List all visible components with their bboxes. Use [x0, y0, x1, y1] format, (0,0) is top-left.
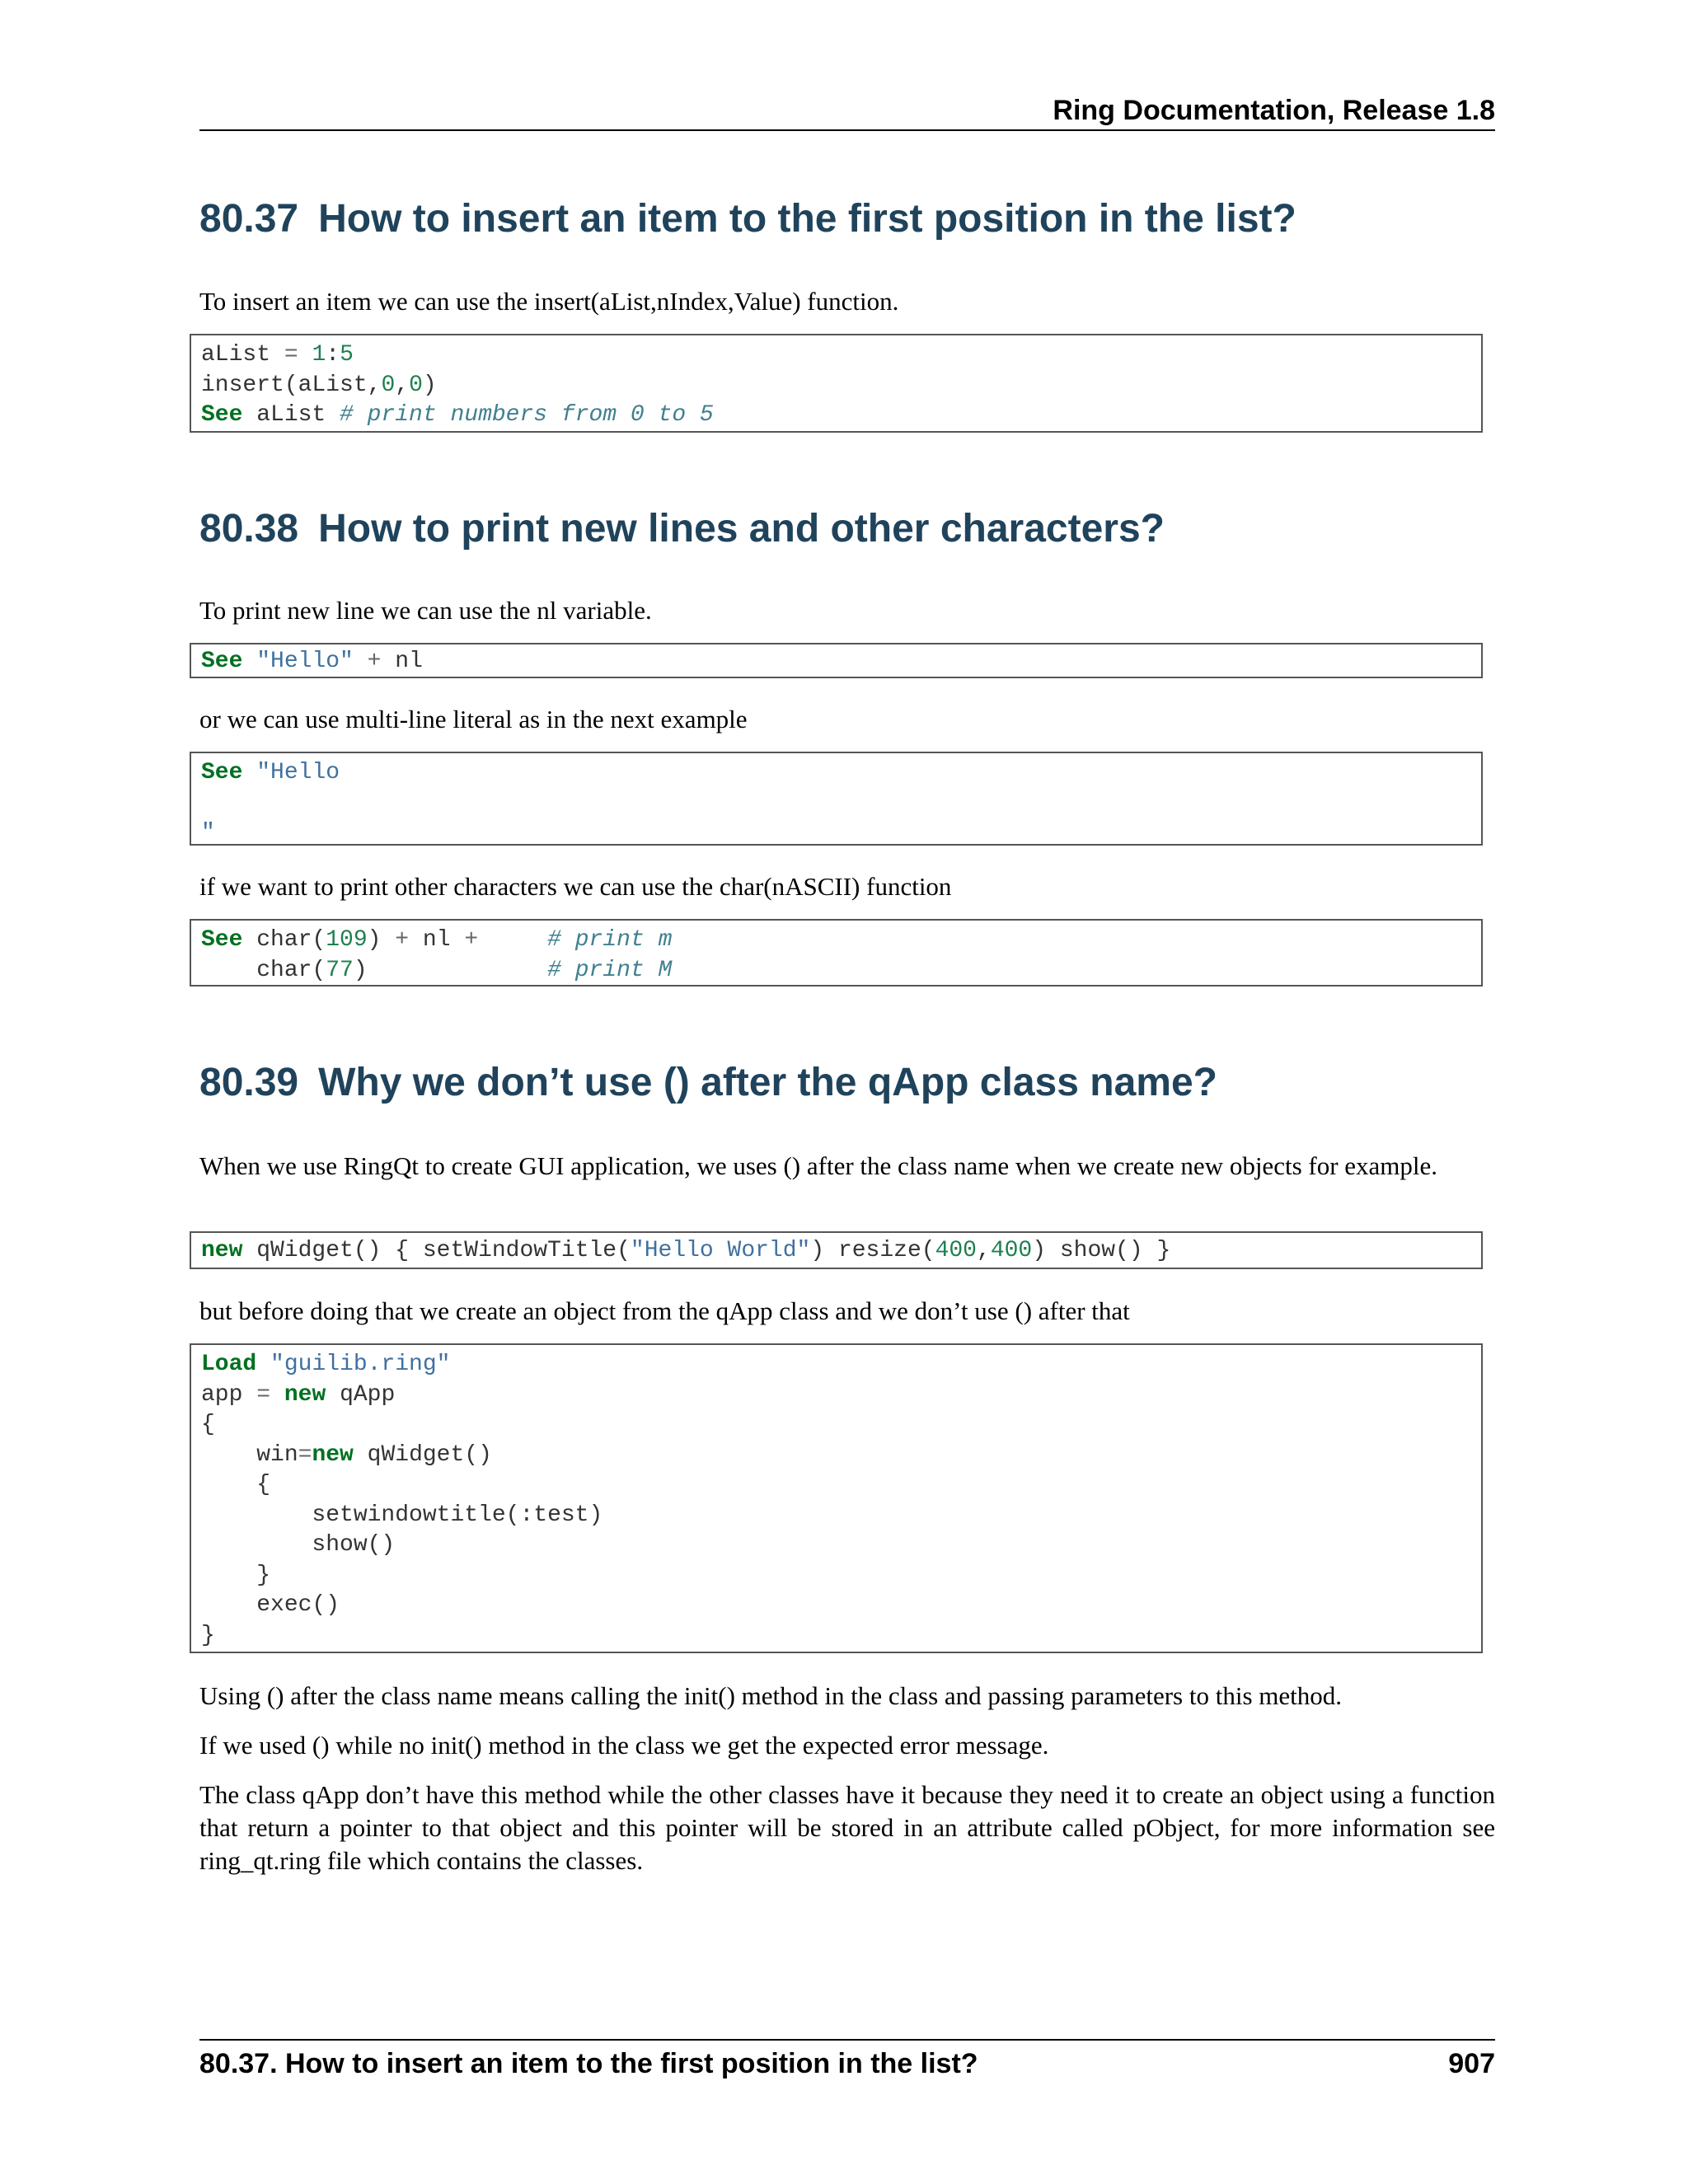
code-block-multiline: [190, 752, 1483, 846]
code-line: [201, 401, 1471, 431]
code-token: 400: [935, 1238, 977, 1263]
code-line: [201, 647, 1471, 677]
paragraph-multiline: or we can use multi-line literal as in the next example: [199, 705, 748, 733]
code-token: See: [201, 649, 243, 674]
code-token: ): [353, 957, 368, 983]
code-token: 77: [326, 957, 354, 983]
paragraph-char: if we want to print other characters we can use the char(nASCII) function: [199, 872, 952, 901]
code-line: [201, 371, 1471, 401]
section-number: 80.39: [199, 1061, 299, 1104]
code-line: [201, 789, 1471, 819]
code-token: qWidget() { setWindowTitle(: [242, 1238, 631, 1263]
code-token: char(: [201, 957, 326, 983]
code-token: ): [367, 927, 396, 953]
footer-rule: [199, 2039, 1495, 2041]
section-title-text: Why we don’t use () after the qApp class name?: [318, 1061, 1217, 1104]
code-token: "Hello World": [630, 1238, 811, 1263]
document-page: [199, 0, 1495, 2184]
paragraph-ringqt-intro: When we use RingQt to create GUI application, we uses () after the class name when we create new objects for example.: [199, 1151, 1438, 1180]
code-line: ": [201, 820, 215, 846]
code-token: ,: [977, 1238, 991, 1263]
running-header: Ring Documentation, Release 1.8: [1053, 95, 1495, 126]
code-token: new: [284, 1381, 326, 1408]
section-heading-80-37: [199, 194, 1296, 244]
paragraph-init-method: Using () after the class name means calling the init() method in the class and passing parameters to this method.: [199, 1681, 1343, 1710]
code-token: ): [422, 372, 437, 398]
section-number: 80.37: [199, 197, 299, 241]
code-token: win: [201, 1441, 298, 1468]
code-token: [242, 760, 256, 785]
code-line: setwindowtitle(:test): [201, 1502, 603, 1528]
code-token: [256, 1352, 270, 1377]
header-rule: [199, 129, 1495, 131]
paragraph-error-message: If we used () while no init() method in the class we get the expected error message.: [199, 1731, 1049, 1760]
code-token: ,: [395, 372, 410, 398]
code-token: 1: [312, 342, 326, 368]
code-token: "guilib.ring": [270, 1352, 451, 1377]
code-token: new: [201, 1238, 243, 1263]
code-token: nl: [395, 649, 423, 674]
code-line: {: [201, 1472, 271, 1497]
section-number: 80.38: [199, 507, 299, 551]
code-token: 0: [381, 372, 396, 398]
code-block-qapp: [190, 1343, 1483, 1653]
code-token: +: [395, 927, 410, 953]
code-token: 400: [990, 1238, 1033, 1263]
paragraph-qapp-explanation: The class qApp don’t have this method while the other classes have it because they need it to create an object using a function that return a pointer to that object and this pointer will be stored in an attribute called pObject, for more information see ring_qt.ring file which contains the classes.: [199, 1780, 1495, 1875]
code-token: # print m: [547, 927, 673, 953]
paragraph-insert-intro: To insert an item we can use the insert(aList,nIndex,Value) function.: [199, 287, 899, 316]
code-token: qApp: [326, 1381, 396, 1408]
code-line: [201, 926, 1471, 956]
code-token: "Hello: [256, 760, 340, 785]
code-line: [201, 1350, 1471, 1380]
code-token: app: [201, 1381, 257, 1408]
code-token: ) show() }: [1032, 1238, 1171, 1263]
code-line: show(): [201, 1532, 396, 1558]
code-token: insert(aList,: [201, 372, 382, 398]
code-token: +: [464, 927, 479, 953]
code-token: =: [270, 342, 312, 368]
code-line: {: [201, 1412, 215, 1437]
code-token: aList: [242, 402, 340, 428]
code-line: }: [201, 1562, 271, 1588]
code-block-insert: [190, 334, 1483, 433]
paragraph-qapp-before: but before doing that we create an object from the qApp class and we don’t use () after that: [199, 1296, 1130, 1325]
code-line: [201, 1236, 1471, 1267]
code-token: [478, 927, 547, 953]
page-number: 907: [1448, 2048, 1495, 2079]
code-token: "Hello": [256, 649, 354, 674]
code-line: [201, 1380, 1471, 1411]
section-title-text: How to insert an item to the first position in the list?: [318, 197, 1296, 241]
code-token: new: [312, 1441, 354, 1468]
code-token: See: [201, 402, 243, 428]
code-line: [201, 1441, 1471, 1471]
code-block-nl: [190, 643, 1483, 678]
section-heading-80-38: [199, 504, 1165, 554]
code-token: ) resize(: [810, 1238, 935, 1263]
code-token: [270, 1382, 284, 1408]
code-token: 109: [326, 927, 368, 953]
code-token: nl: [409, 927, 465, 953]
code-token: See: [201, 760, 243, 785]
code-token: aList: [201, 342, 271, 368]
footer-section-title: 80.37. How to insert an item to the first position in the list?: [199, 2048, 978, 2079]
code-token: # print M: [547, 957, 673, 983]
code-token: =: [256, 1381, 271, 1408]
code-block-char: [190, 919, 1483, 987]
code-block-qwidget: [190, 1231, 1483, 1269]
section-heading-80-39: [199, 1058, 1217, 1108]
code-token: See: [201, 927, 243, 953]
code-line: }: [201, 1622, 215, 1648]
code-token: 0: [409, 372, 423, 398]
code-line: [201, 340, 1471, 371]
code-token: [242, 649, 256, 674]
code-line: [201, 956, 1471, 987]
code-token: Load: [201, 1352, 257, 1377]
code-token: +: [353, 649, 396, 674]
code-token: 5: [340, 342, 354, 368]
code-token: :: [326, 342, 340, 368]
code-token: # print numbers from 0 to 5: [340, 402, 714, 428]
code-line: [201, 758, 1471, 789]
code-line: exec(): [201, 1592, 340, 1618]
code-token: qWidget(): [353, 1441, 492, 1468]
paragraph-nl-intro: To print new line we can use the nl variable.: [199, 596, 652, 625]
code-token: =: [298, 1441, 312, 1468]
code-token: [368, 958, 547, 983]
code-token: char(: [242, 927, 326, 953]
section-title-text: How to print new lines and other characters?: [318, 507, 1165, 551]
